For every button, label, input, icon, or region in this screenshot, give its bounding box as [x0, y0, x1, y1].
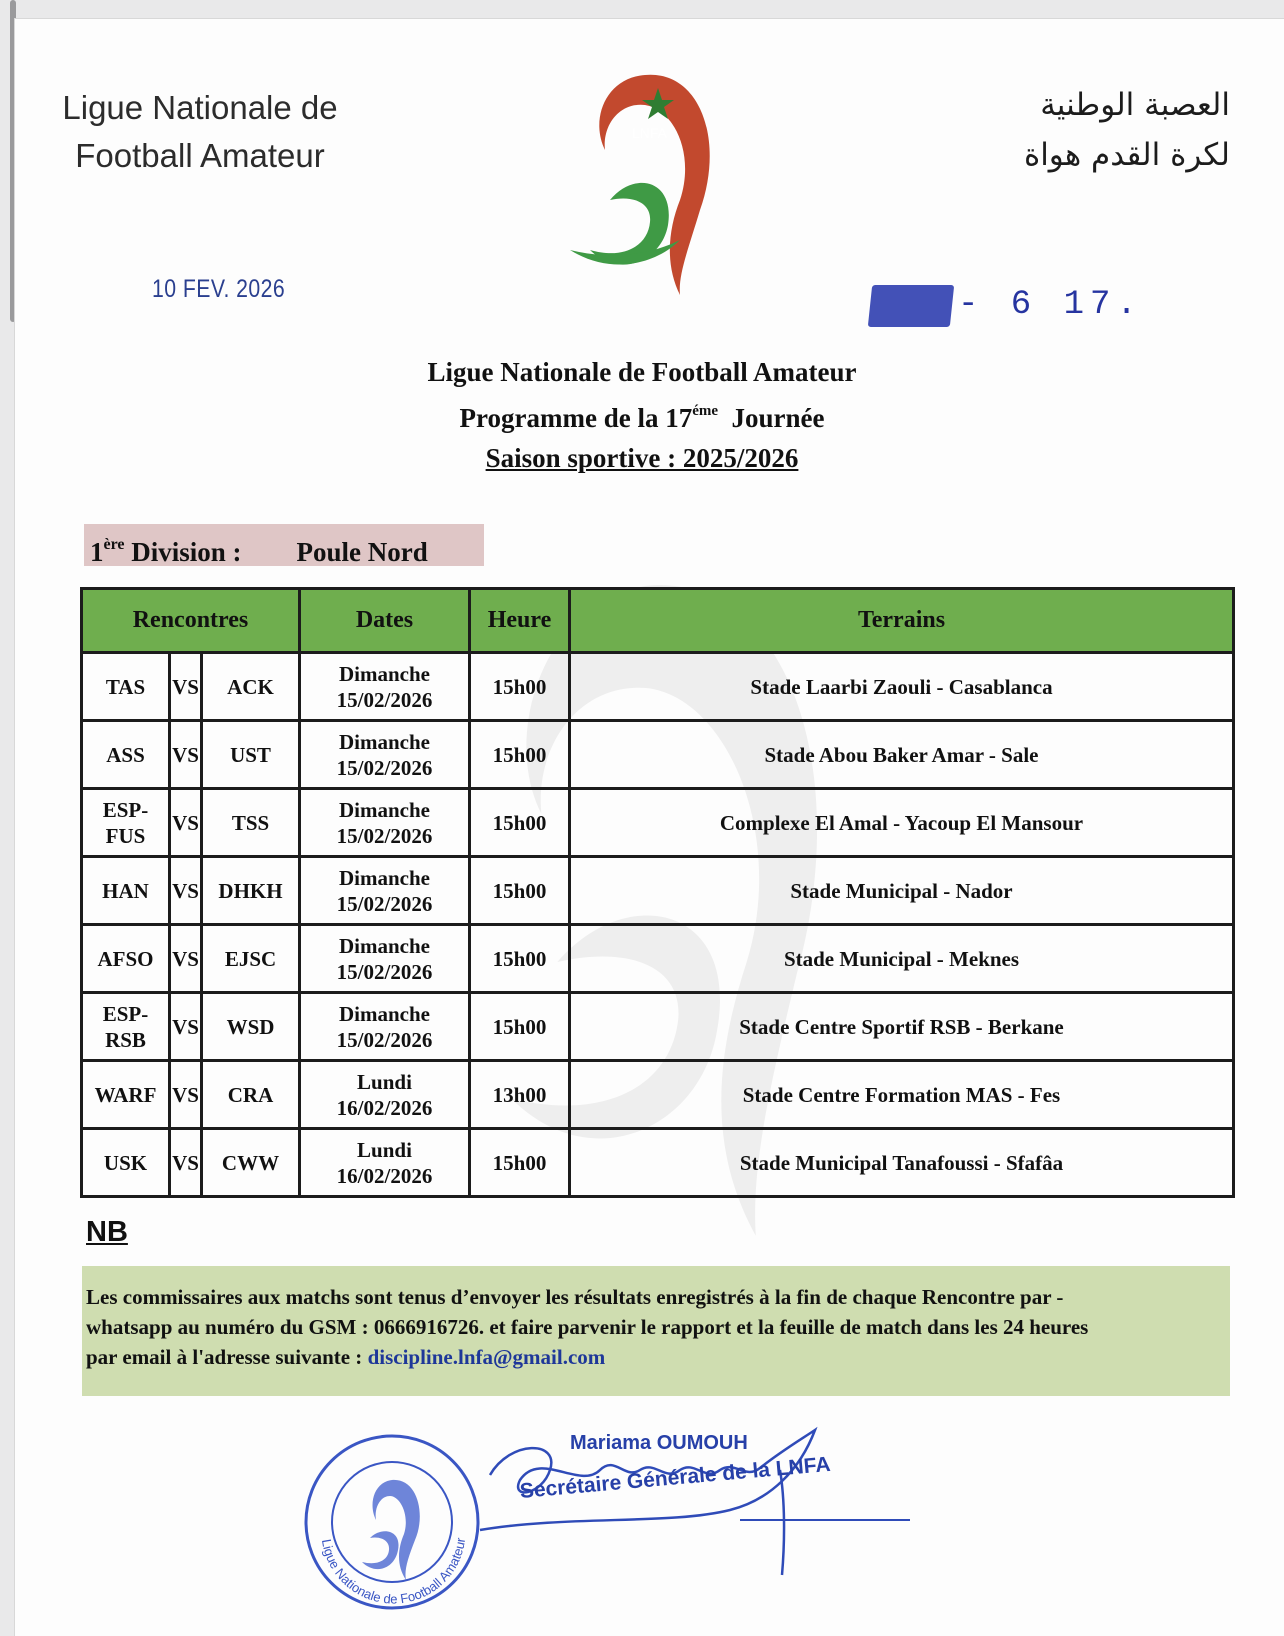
match-date — [300, 857, 470, 925]
signatory-role: Secrétaire Générale de la LNFA — [518, 1452, 832, 1503]
org-name-arabic-line1: العصبة الوطنية — [1040, 87, 1230, 123]
match-day: Dimanche — [339, 661, 430, 686]
match-date-value: 15/02/2026 — [336, 1027, 433, 1052]
match-time: 15h00 — [470, 721, 570, 789]
match-date — [300, 653, 470, 721]
match-date — [300, 993, 470, 1061]
signatory-name: Mariama OUMOUH — [570, 1432, 748, 1454]
table-row — [82, 1061, 1234, 1129]
logo-label: LNFA — [632, 125, 668, 141]
match-date-value: 16/02/2026 — [336, 1163, 433, 1188]
org-name-french-line2: Football Amateur — [75, 137, 325, 174]
vs-label: VS — [170, 721, 202, 789]
header-heure: Heure — [470, 589, 570, 653]
match-venue: Stade Municipal - Meknes — [570, 925, 1234, 993]
away-team: EJSC — [202, 925, 300, 993]
match-venue: Stade Laarbi Zaouli - Casablanca — [570, 653, 1234, 721]
reference-number: - 6 17. — [958, 286, 1143, 324]
table-row — [82, 1129, 1234, 1197]
division-superscript: ère — [103, 536, 125, 553]
match-day: Dimanche — [339, 865, 430, 890]
home-team: ASS — [82, 721, 170, 789]
table-row — [82, 925, 1234, 993]
home-team: WARF — [82, 1061, 170, 1129]
lnfa-logo — [550, 50, 750, 310]
header-dates: Dates — [300, 589, 470, 653]
vs-label: VS — [170, 993, 202, 1061]
match-time: 15h00 — [470, 653, 570, 721]
division-text: Division : — [131, 537, 242, 567]
poule-name: Poule Nord — [296, 537, 428, 567]
match-venue: Stade Municipal Tanafoussi - Sfafâa — [570, 1129, 1234, 1197]
match-day: Dimanche — [339, 933, 430, 958]
vs-label: VS — [170, 1061, 202, 1129]
away-team: CWW — [202, 1129, 300, 1197]
table-row — [82, 789, 1234, 857]
doc-title: Ligue Nationale de Football Amateur — [427, 357, 857, 387]
vs-label: VS — [170, 789, 202, 857]
match-time: 15h00 — [470, 925, 570, 993]
match-time: 13h00 — [470, 1061, 570, 1129]
season-label: Saison sportive : 2025/2026 — [485, 443, 799, 473]
match-time: 15h00 — [470, 993, 570, 1061]
nb-line3 — [86, 1342, 1226, 1372]
doc-subtitle — [0, 403, 1284, 434]
season-title — [0, 443, 1284, 474]
away-team: DHKH — [202, 857, 300, 925]
reference-stamp-ink — [868, 285, 954, 327]
division-label — [84, 524, 484, 566]
nb-heading: NB — [86, 1216, 128, 1248]
home-team: TAS — [82, 653, 170, 721]
home-team: USK — [82, 1129, 170, 1197]
table-header-row — [82, 589, 1234, 653]
match-day: Dimanche — [339, 729, 430, 754]
match-date-value: 15/02/2026 — [336, 959, 433, 984]
home-team: ESP-RSB — [82, 993, 170, 1061]
match-date-value: 15/02/2026 — [336, 823, 433, 848]
match-time: 15h00 — [470, 789, 570, 857]
nb-line2: whatsapp au numéro du GSM : 0666916726. et faire parvenir le rapport et la feuille de match dans les 24 heures — [86, 1315, 1089, 1339]
home-team: AFSO — [82, 925, 170, 993]
subtitle-superscript: éme — [692, 403, 719, 419]
match-day: Lundi — [357, 1069, 412, 1094]
org-name-arabic-line2: لكرة القدم هواة — [1023, 137, 1230, 173]
away-team: CRA — [202, 1061, 300, 1129]
match-venue: Stade Centre Sportif RSB - Berkane — [570, 993, 1234, 1061]
org-name-french — [60, 84, 340, 180]
match-date-value: 15/02/2026 — [336, 891, 433, 916]
match-venue: Stade Centre Formation MAS - Fes — [570, 1061, 1234, 1129]
date-stamp: 10 FEV. 2026 — [152, 275, 286, 303]
match-day: Dimanche — [339, 1001, 430, 1026]
match-time: 15h00 — [470, 1129, 570, 1197]
org-name-arabic — [950, 80, 1230, 180]
match-date — [300, 721, 470, 789]
away-team: TSS — [202, 789, 300, 857]
subtitle-prefix: Programme de la 17 — [459, 403, 693, 433]
match-date-value: 16/02/2026 — [336, 1095, 433, 1120]
match-venue: Stade Abou Baker Amar - Sale — [570, 721, 1234, 789]
away-team: ACK — [202, 653, 300, 721]
nb-notice — [82, 1266, 1230, 1396]
match-date — [300, 925, 470, 993]
nb-line3-prefix: par email à l'adresse suivante : — [86, 1345, 368, 1369]
header-rencontres: Rencontres — [82, 589, 300, 653]
schedule-table — [80, 587, 1235, 1198]
match-date — [300, 1129, 470, 1197]
org-name-french-line1: Ligue Nationale de — [62, 89, 338, 126]
match-date — [300, 789, 470, 857]
match-day: Lundi — [357, 1137, 412, 1162]
match-date-value: 15/02/2026 — [336, 687, 433, 712]
vs-label: VS — [170, 653, 202, 721]
nb-line1: Les commissaires aux matchs sont tenus d’envoyer les résultats enregistrés à la fin de chaque Rencontre par - — [86, 1285, 1064, 1309]
match-day: Dimanche — [339, 797, 430, 822]
home-team: HAN — [82, 857, 170, 925]
match-venue: Complexe El Amal - Yacoup El Mansour — [570, 789, 1234, 857]
table-row — [82, 993, 1234, 1061]
seal-text-path: Ligue Nationale de Football Amateur — [318, 1536, 469, 1607]
table-row — [82, 857, 1234, 925]
vs-label: VS — [170, 857, 202, 925]
division-number: 1 — [90, 537, 104, 567]
match-venue: Stade Municipal - Nador — [570, 857, 1234, 925]
header-terrains: Terrains — [570, 589, 1234, 653]
away-team: UST — [202, 721, 300, 789]
contact-email-link[interactable]: discipline.lnfa@gmail.com — [367, 1345, 606, 1369]
vs-label: VS — [170, 1129, 202, 1197]
subtitle-suffix: Journée — [731, 403, 825, 433]
match-date — [300, 1061, 470, 1129]
table-row — [82, 721, 1234, 789]
home-team: ESP-FUS — [82, 789, 170, 857]
away-team: WSD — [202, 993, 300, 1061]
match-time: 15h00 — [470, 857, 570, 925]
table-row — [82, 653, 1234, 721]
match-date-value: 15/02/2026 — [336, 755, 433, 780]
vs-label: VS — [170, 925, 202, 993]
